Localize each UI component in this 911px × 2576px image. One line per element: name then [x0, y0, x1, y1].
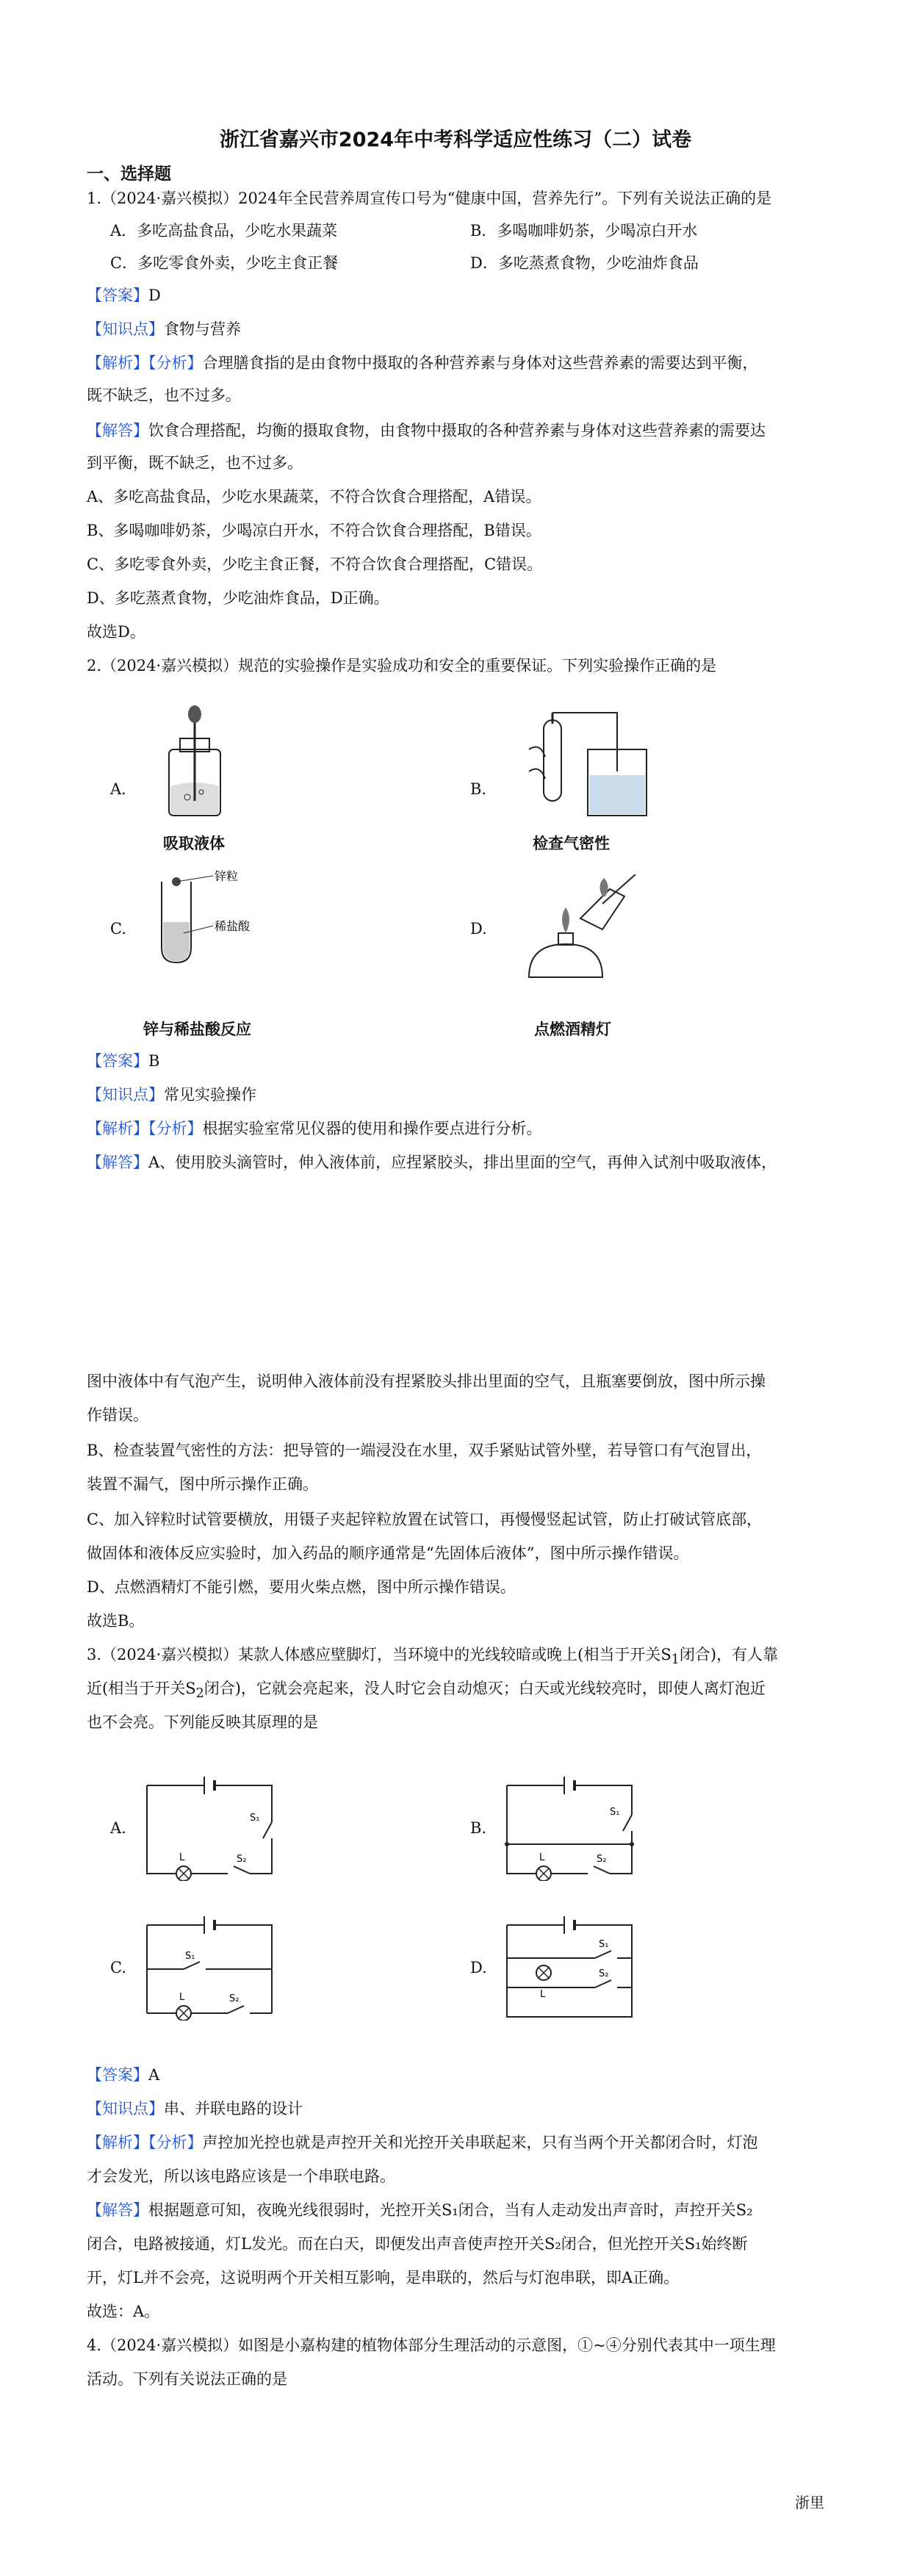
- circuit-d: [500, 1910, 647, 2028]
- section-heading: 一、选择题: [87, 165, 171, 184]
- q2-explain-3: B、检查装置气密性的方法：把导管的一端浸没在水里，双手紧贴试管外壁，若导管口有气泡冒出，: [87, 1442, 762, 1459]
- q1-answer: 【答案】D: [87, 287, 161, 304]
- q2-explain-4: 装置不漏气，图中所示操作正确。: [87, 1475, 318, 1493]
- q1-explain-c: C、多吃零食外卖，少吃主食正餐，不符合饮食合理搭配，C错误。: [87, 555, 543, 573]
- q3-analysis-2: 才会发光，所以该电路应该是一个串联电路。: [87, 2167, 395, 2185]
- q2-label-b: B.: [470, 780, 487, 798]
- circuit-d-l: L: [540, 1989, 546, 2000]
- circuit-b-s1: S₁: [610, 1807, 620, 1818]
- circuit-d-s2: S₂: [599, 1968, 609, 1979]
- q3-answer: 【答案】A: [87, 2066, 160, 2084]
- q3-knowledge-point: 【知识点】串、并联电路的设计: [87, 2100, 303, 2118]
- acid-label: 稀盐酸: [215, 919, 251, 933]
- circuit-a-s2: S₂: [237, 1854, 247, 1865]
- q3-analysis: 【解析】【分析】声控加光控也就是声控开关和光控开关串联起来，只有当两个开关都闭合时，灯泡: [87, 2134, 758, 2151]
- q2-explain-7: D、点燃酒精灯不能引燃，要用火柴点燃，图中所示操作错误。: [87, 1578, 516, 1596]
- page-title: 浙江省嘉兴市2024年中考科学适应性练习（二）试卷: [219, 129, 692, 151]
- q1-stem: 1.（2024·嘉兴模拟）2024年全民营养周宣传口号为“健康中国，营养先行”。下列有关说法正确的是: [87, 190, 772, 207]
- circuit-c-s1: S₁: [185, 1951, 195, 1962]
- q1-analysis-2: 既不缺乏，也不过多。: [87, 386, 241, 404]
- q3-stem-1: 3.（2024·嘉兴模拟）某款人体感应壁脚灯，当环境中的光线较暗或晚上(相当于开关$S_1$闭合)，有人靠: [87, 1646, 779, 1668]
- circuit-b-l: L: [539, 1852, 545, 1863]
- q3-stem-3: 也不会亮。下列能反映其原理的是: [87, 1713, 318, 1731]
- q2-label-d: D.: [470, 920, 487, 938]
- circuit-c: [140, 1910, 287, 2021]
- q3-label-a: A.: [110, 1819, 126, 1837]
- q3-conclusion: 故选：A。: [87, 2303, 160, 2320]
- circuit-c-s2: S₂: [229, 1993, 240, 2004]
- q2-stem: 2.（2024·嘉兴模拟）规范的实验操作是实验成功和安全的重要保证。下列实验操作正确的是: [87, 657, 717, 674]
- q2-answer: 【答案】B: [87, 1052, 160, 1070]
- circuit-b: [500, 1771, 647, 1881]
- q2-caption-d: 点燃酒精灯: [534, 1021, 611, 1038]
- circuit-a: [140, 1771, 287, 1881]
- q1-option-d: D．多吃蒸煮食物，少吃油炸食品: [470, 254, 699, 272]
- q2-caption-a: 吸取液体: [163, 835, 225, 852]
- q1-option-b: B．多喝咖啡奶茶，少喝凉白开水: [470, 222, 698, 240]
- q1-explain-b: B、多喝咖啡奶茶，少喝凉白开水，不符合饮食合理搭配，B错误。: [87, 522, 541, 539]
- q1-explain-d: D、多吃蒸煮食物，少吃油炸食品，D正确。: [87, 589, 389, 607]
- q2-solution: 【解答】A、使用胶头滴管时，伸入液体前，应捏紧胶头，排出里面的空气，再伸入试剂中吸取液体，: [87, 1154, 777, 1171]
- q4-stem-1: 4.（2024·嘉兴模拟）如图是小嘉构建的植物体部分生理活动的示意图，①~④分别代表其中一项生理: [87, 2336, 776, 2354]
- airtight-check-figure: [507, 705, 654, 823]
- q3-label-d: D.: [470, 1959, 487, 1976]
- q2-explain-5: C、加入锌粒时试管要横放，用镊子夹起锌粒放置在试管口，再慢慢竖起试管，防止打破试管底部，: [87, 1511, 763, 1528]
- q2-analysis: 【解析】【分析】根据实验室常见仪器的使用和操作要点进行分析。: [87, 1120, 542, 1137]
- q1-conclusion: 故选D。: [87, 623, 145, 641]
- q2-explain-2: 作错误。: [87, 1406, 148, 1424]
- circuit-a-l: L: [179, 1852, 185, 1863]
- q3-solution: 【解答】根据题意可知，夜晚光线很弱时，光控开关S₁闭合，当有人走动发出声音时，声控开关S₂: [87, 2201, 753, 2219]
- q3-solution-3: 开，灯L并不会亮，这说明两个开关相互影响，是串联的，然后与灯泡串联，即A正确。: [87, 2269, 680, 2287]
- page-footer: 浙里: [795, 2494, 824, 2511]
- circuit-c-l: L: [179, 1992, 185, 2003]
- q1-option-c: C．多吃零食外卖，少吃主食正餐: [110, 254, 339, 272]
- q3-label-c: C.: [110, 1959, 126, 1976]
- q1-analysis: 【解析】【分析】合理膳食指的是由食物中摄取的各种营养素与身体对这些营养素的需要达到平衡，: [87, 354, 758, 372]
- q1-solution: 【解答】饮食合理搭配，均衡的摄取食物，由食物中摄取的各种营养素与身体对这些营养素的需要达: [87, 422, 766, 439]
- q1-knowledge-point: 【知识点】食物与营养: [87, 320, 241, 338]
- q4-stem-2: 活动。下列有关说法正确的是: [87, 2370, 287, 2388]
- q2-label-c: C.: [110, 920, 126, 938]
- q1-option-a: A．多吃高盐食品，少吃水果蔬菜: [110, 222, 338, 240]
- q3-solution-2: 闭合，电路被接通，灯L发光。而在白天，即便发出声音使声控开关S₂闭合，但光控开关S₁始终断: [87, 2235, 748, 2253]
- q3-label-b: B.: [470, 1819, 487, 1837]
- circuit-b-s2: S₂: [597, 1854, 607, 1865]
- q3-stem-2: 近(相当于开关$S_2$闭合)，它就会亮起来，没人时它会自动熄灭；白天或光线较亮时，即使人离灯泡近: [87, 1680, 766, 1702]
- zinc-label: 锌粒: [215, 869, 239, 883]
- q2-caption-c: 锌与稀盐酸反应: [143, 1021, 251, 1038]
- circuit-d-s1: S₁: [599, 1939, 609, 1950]
- circuit-a-s1: S₁: [250, 1813, 260, 1824]
- q2-conclusion: 故选B。: [87, 1612, 145, 1630]
- alcohol-lamp-figure: [507, 874, 639, 992]
- q1-explain-a: A、多吃高盐食品，少吃水果蔬菜，不符合饮食合理搭配，A错误。: [87, 488, 541, 506]
- q2-caption-b: 检查气密性: [533, 835, 610, 852]
- q2-explain-6: 做固体和液体反应实验时，加入药品的顺序通常是“先固体后液体”，图中所示操作错误。: [87, 1544, 689, 1562]
- q1-solution-2: 到平衡，既不缺乏，也不过多。: [87, 454, 303, 472]
- q2-explain-1: 图中液体中有气泡产生，说明伸入液体前没有捏紧胶头排出里面的空气，且瓶塞要倒放，图中所示操: [87, 1372, 766, 1390]
- q2-knowledge-point: 【知识点】常见实验操作: [87, 1086, 256, 1104]
- q2-label-a: A.: [110, 780, 126, 798]
- zinc-acid-figure: [147, 867, 257, 970]
- dropper-figure: [154, 705, 235, 823]
